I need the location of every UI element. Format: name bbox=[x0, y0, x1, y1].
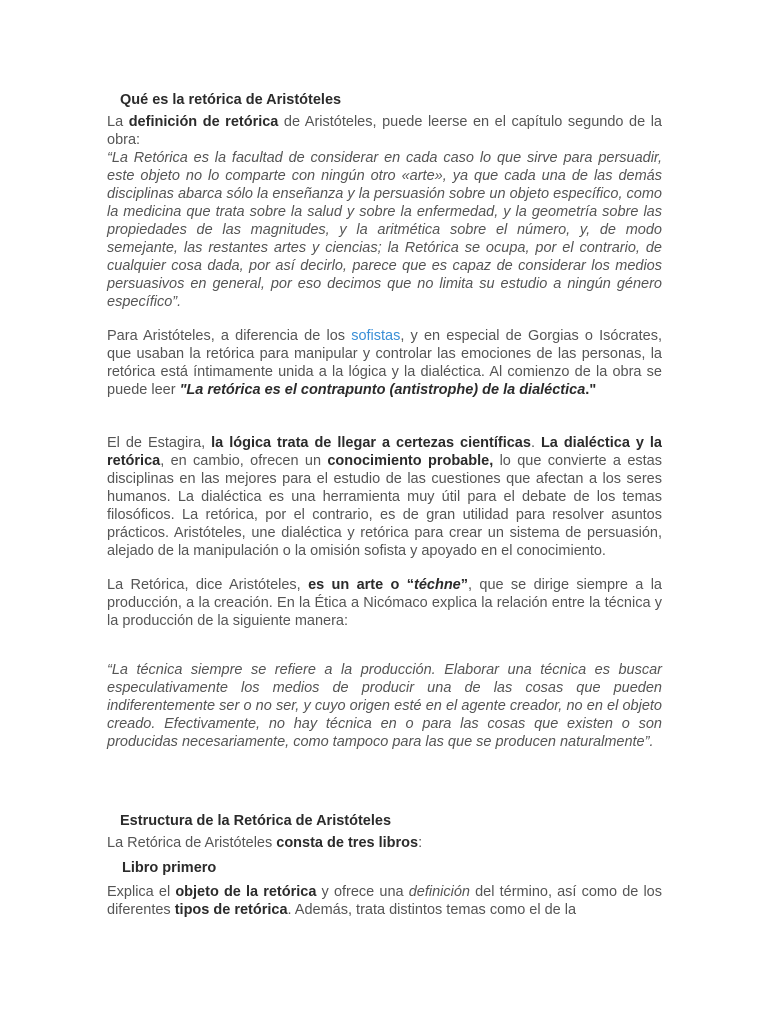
section-title: Qué es la retórica de Aristóteles bbox=[120, 92, 342, 108]
definition-quote: “La Retórica es la facultad de considerar en cada caso lo que sirve para persuadir, este objeto no lo comparte con ningún otro «arte», ya que cada una de las demás disciplinas abarca sólo la enseñanza y la persuasión sobre un objeto específico, como la medicina que trata sobre la salud y sobre la enfermedad, y la geometría sobre las propiedades de las magnitudes, y la aritmética sobre el número, y, de modo semejante, las restantes artes y ciencias; la Retórica se ocupa, por el contrario, de cualquier cosa dada, por así decirlo, parece que es capaz de considerar los medios persuasivos en general, por eso decimos que no limita su estudio a ningún género específico”. bbox=[107, 150, 662, 310]
bold-term: definición de retórica bbox=[128, 114, 279, 130]
sophists-paragraph: Para Aristóteles, a diferencia de los sofistas, y en especial de Gorgias o Isócrates, que usaban la retórica para manipular y controlar las emociones de las personas, la retórica está íntimamente unida a la lógica y la dialéctica. Al comienzo de la obra se puede leer "La retórica es el contrapunto (antistrophe) de la dialéctica." bbox=[107, 328, 662, 398]
book-one-paragraph: Explica el objeto de la retórica y ofrece una definición del término, así como de los diferentes tipos de retórica. Además, trata distintos temas como el de la bbox=[107, 884, 662, 918]
bold-quote: "La retórica es el contrapunto (antistrophe) de la dialéctica." bbox=[179, 382, 597, 398]
structure-paragraph: La Retórica de Aristóteles consta de tres libros: bbox=[107, 835, 423, 851]
sofistas-link[interactable]: sofistas bbox=[351, 328, 401, 344]
subsection-title: Libro primero bbox=[122, 860, 217, 876]
section-title: Estructura de la Retórica de Aristóteles bbox=[120, 813, 392, 829]
definition-block bbox=[107, 113, 662, 311]
logic-paragraph: El de Estagira, la lógica trata de llegar a certezas científicas. La dialéctica y la retórica, en cambio, ofrecen un conocimiento probable, lo que convierte a estas disciplinas en las mejores para el estudio de las cuestiones que afectan a los seres humanos. La dialéctica es una herramienta muy útil para el debate de los temas filosóficos. La retórica, por el contrario, es de gran utilidad para resolver asuntos prácticos. Aristóteles, une dialéctica y retórica para crear un sistema de persuasión, alejado de la manipulación o la omisión sofista y apoyado en el conocimiento. bbox=[107, 435, 662, 559]
intro-paragraph: La definición de retórica de Aristóteles, puede leerse en el capítulo segundo de la obra: bbox=[107, 114, 662, 148]
techne-paragraph: La Retórica, dice Aristóteles, es un arte o “téchne”, que se dirige siempre a la producción, a la creación. En la Ética a Nicómaco explica la relación entre la técnica y la producción de la siguiente manera: bbox=[107, 577, 662, 629]
technique-quote: “La técnica siempre se refiere a la producción. Elaborar una técnica es buscar especulativamente los medios de producir una de las cosas que pueden indiferentemente ser o no ser, y cuyo origen esté en el agente creador, no en el objeto creado. Efectivamente, no hay técnica en o para las cosas que existen o son producidas necesariamente, como tampoco para las que se producen naturalmente”. bbox=[107, 662, 662, 750]
